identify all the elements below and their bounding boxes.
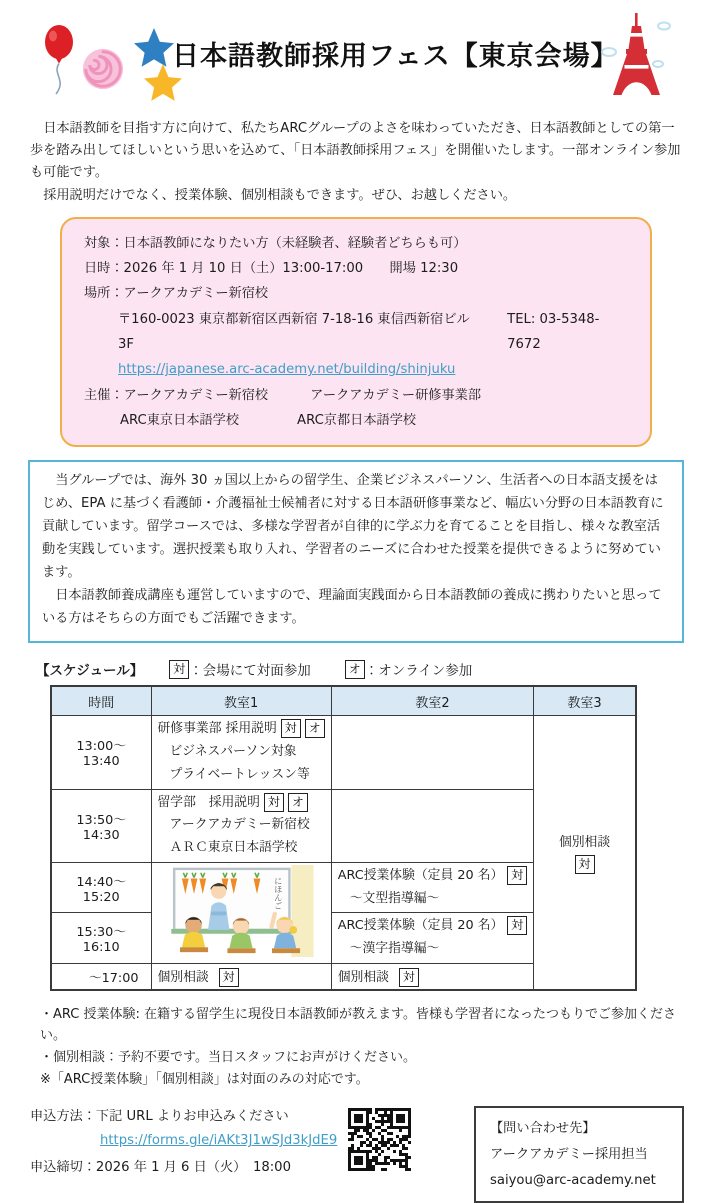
- tokyo-tower-icon: [600, 12, 672, 100]
- header-decorations: [42, 22, 182, 94]
- room3-consult-cell: [534, 716, 636, 990]
- flower-icon: [80, 46, 126, 92]
- intro-paragraph-1: 日本語教師を目指す方に向けて、私たちARCグループのよさを味わっていただき、日本語教師としての第一歩を踏み出してほしいという思いを込めて、「日本語教師採用フェス」を開催いたします。一部オンライン参加も可能です。: [30, 121, 681, 181]
- contact-name: アークアカデミー採用担当: [490, 1146, 648, 1162]
- page-title: 日本語教師採用フェス【東京会場】: [172, 41, 619, 72]
- legend-online-label: ：オンライン参加: [364, 663, 473, 680]
- contact-heading: 【問い合わせ先】: [490, 1121, 596, 1137]
- row3-room2-title: ARC授業体験（定員 20 名）: [337, 867, 504, 883]
- application-section: [30, 1106, 684, 1203]
- schedule-header: [36, 659, 710, 679]
- contact-box: [474, 1106, 684, 1203]
- note-taiken: ・ARC 授業体験: 在籍する留学生に現役日本語教師が教えます。皆様も学習者になったつもりでご参加ください。: [40, 1006, 676, 1043]
- star-icon-blue: [134, 28, 174, 68]
- group-paragraph-2: 日本語教師養成講座も運営していますので、理論面実践面から日本語教師の養成に携わりたいと思っている方はそちらの方面でもご活躍できます。: [42, 588, 662, 627]
- application-form-link[interactable]: https://forms.gle/iAKt3J1wSJd3kJdE9: [100, 1133, 338, 1149]
- apply-method: 申込方法：下記 URL よりお申込みください: [30, 1109, 289, 1125]
- classroom-illustration: [151, 862, 331, 963]
- organizer-2: アークアカデミー研修事業部: [310, 387, 482, 403]
- col-header-room3: 教室3: [534, 686, 636, 716]
- col-header-room1: 教室1: [151, 686, 331, 716]
- row1-room1-sub1: ビジネスパーソン対象: [169, 743, 297, 759]
- table-row: [51, 716, 636, 789]
- col-header-room2: 教室2: [331, 686, 534, 716]
- note-soudan: ・個別相談：予約不要です。当日スタッフにお声がけください。: [40, 1049, 416, 1065]
- col-header-time: 時間: [51, 686, 151, 716]
- contact-email: saiyou@arc-academy.net: [490, 1172, 656, 1188]
- qr-code: [348, 1108, 412, 1172]
- organizer-label: 主催：: [84, 387, 124, 403]
- inperson-badge: 対: [575, 855, 595, 874]
- row2-room1-title: 留学部 採用説明: [157, 794, 260, 810]
- group-paragraph-1: 当グループでは、海外 30 ヵ国以上からの留学生、企業ビジネスパーソン、生活者への日本語支援をはじめ、EPA に基づく看護師・介護福祉士候補者に対する日本語研修事業など、幅広い分野の日本語教育に貢献しています。留学コースでは、多様な学習者が自律的に学ぶ力を育てることを目指し、様々な教室活動を実践しています。選択授業も取り入れ、学習者のニーズに合わせた授業を提供できるように努めています。: [42, 473, 664, 581]
- row5-room1-title: 個別相談: [157, 969, 209, 985]
- notes-section: [40, 1004, 684, 1090]
- legend-inperson-label: ：会場にて対面参加: [189, 663, 311, 680]
- svg-text:にほんご: にほんご: [273, 876, 284, 910]
- inperson-badge: 対: [399, 968, 419, 987]
- legend-online: [345, 659, 473, 679]
- apply-deadline: 申込締切：2026 年 1 月 6 日（火） 18:00: [30, 1159, 291, 1175]
- row2-room1-sub1: アークアカデミー新宿校: [169, 817, 310, 833]
- group-description-box: [28, 460, 684, 643]
- row4-time: 15:30～16:10: [51, 913, 151, 964]
- organizer-3: ARC東京日本語学校: [120, 413, 240, 429]
- online-badge: オ: [305, 719, 325, 738]
- organizer-1: アークアカデミー新宿校: [123, 387, 269, 403]
- venue-link[interactable]: https://japanese.arc-academy.net/building/shinjuku: [118, 362, 456, 378]
- intro-section: [30, 118, 684, 207]
- event-info-box: [60, 217, 652, 448]
- balloon-icon: [42, 24, 80, 96]
- row4-room2-sub: ～漢字指導編～: [349, 941, 440, 957]
- note-taimen: ※「ARC授業体験」「個別相談」は対面のみの対応です。: [40, 1072, 369, 1088]
- table-header-row: [51, 686, 636, 716]
- inperson-badge: 対: [264, 793, 284, 812]
- row2-room2-empty: [331, 789, 534, 862]
- row3-room2-sub: ～文型指導編～: [349, 890, 440, 906]
- event-target: 対象：日本語教師になりたい方（未経験者、経験者どちらも可）: [84, 235, 467, 251]
- event-place: 場所：アークアカデミー新宿校: [84, 286, 269, 302]
- header: [0, 0, 710, 104]
- event-address: 〒160-0023 東京都新宿区西新宿 7-18-16 東信西新宿ビル 3F: [118, 311, 470, 353]
- inperson-badge: 対: [507, 866, 527, 885]
- row1-room1-sub2: プライベートレッスン等: [169, 766, 310, 782]
- row3-time: 14:40～15:20: [51, 862, 151, 913]
- inperson-badge: 対: [507, 916, 527, 935]
- schedule-heading: 【スケジュール】: [36, 663, 144, 680]
- inperson-badge: 対: [169, 660, 189, 679]
- inperson-badge: 対: [219, 968, 239, 987]
- schedule-table: [50, 685, 637, 991]
- row1-time: 13:00～13:40: [51, 716, 151, 789]
- room3-consult-title: 個別相談: [558, 835, 611, 851]
- row4-room2-title: ARC授業体験（定員 20 名）: [337, 918, 504, 934]
- online-badge: オ: [288, 793, 308, 812]
- organizer-4: ARC京都日本語学校: [297, 413, 417, 429]
- legend-inperson: [169, 659, 311, 679]
- event-tel: TEL: 03-5348-7672: [507, 311, 600, 353]
- intro-paragraph-2: 採用説明だけでなく、授業体験、個別相談もできます。ぜひ、お越しください。: [43, 187, 517, 203]
- row2-room1-sub2: ＡＲＣ東京日本語学校: [169, 840, 298, 856]
- row5-room2-title: 個別相談: [337, 969, 389, 985]
- row1-room1-title: 研修事業部 採用説明: [157, 721, 277, 737]
- inperson-badge: 対: [281, 719, 301, 738]
- row1-room2-empty: [331, 716, 534, 789]
- row5-time: ～17:00: [51, 963, 151, 990]
- online-badge: オ: [345, 660, 365, 679]
- row2-time: 13:50～14:30: [51, 789, 151, 862]
- event-datetime: 日時：2026 年 1 月 10 日（土）13:00-17:00 開場 12:30: [84, 261, 459, 277]
